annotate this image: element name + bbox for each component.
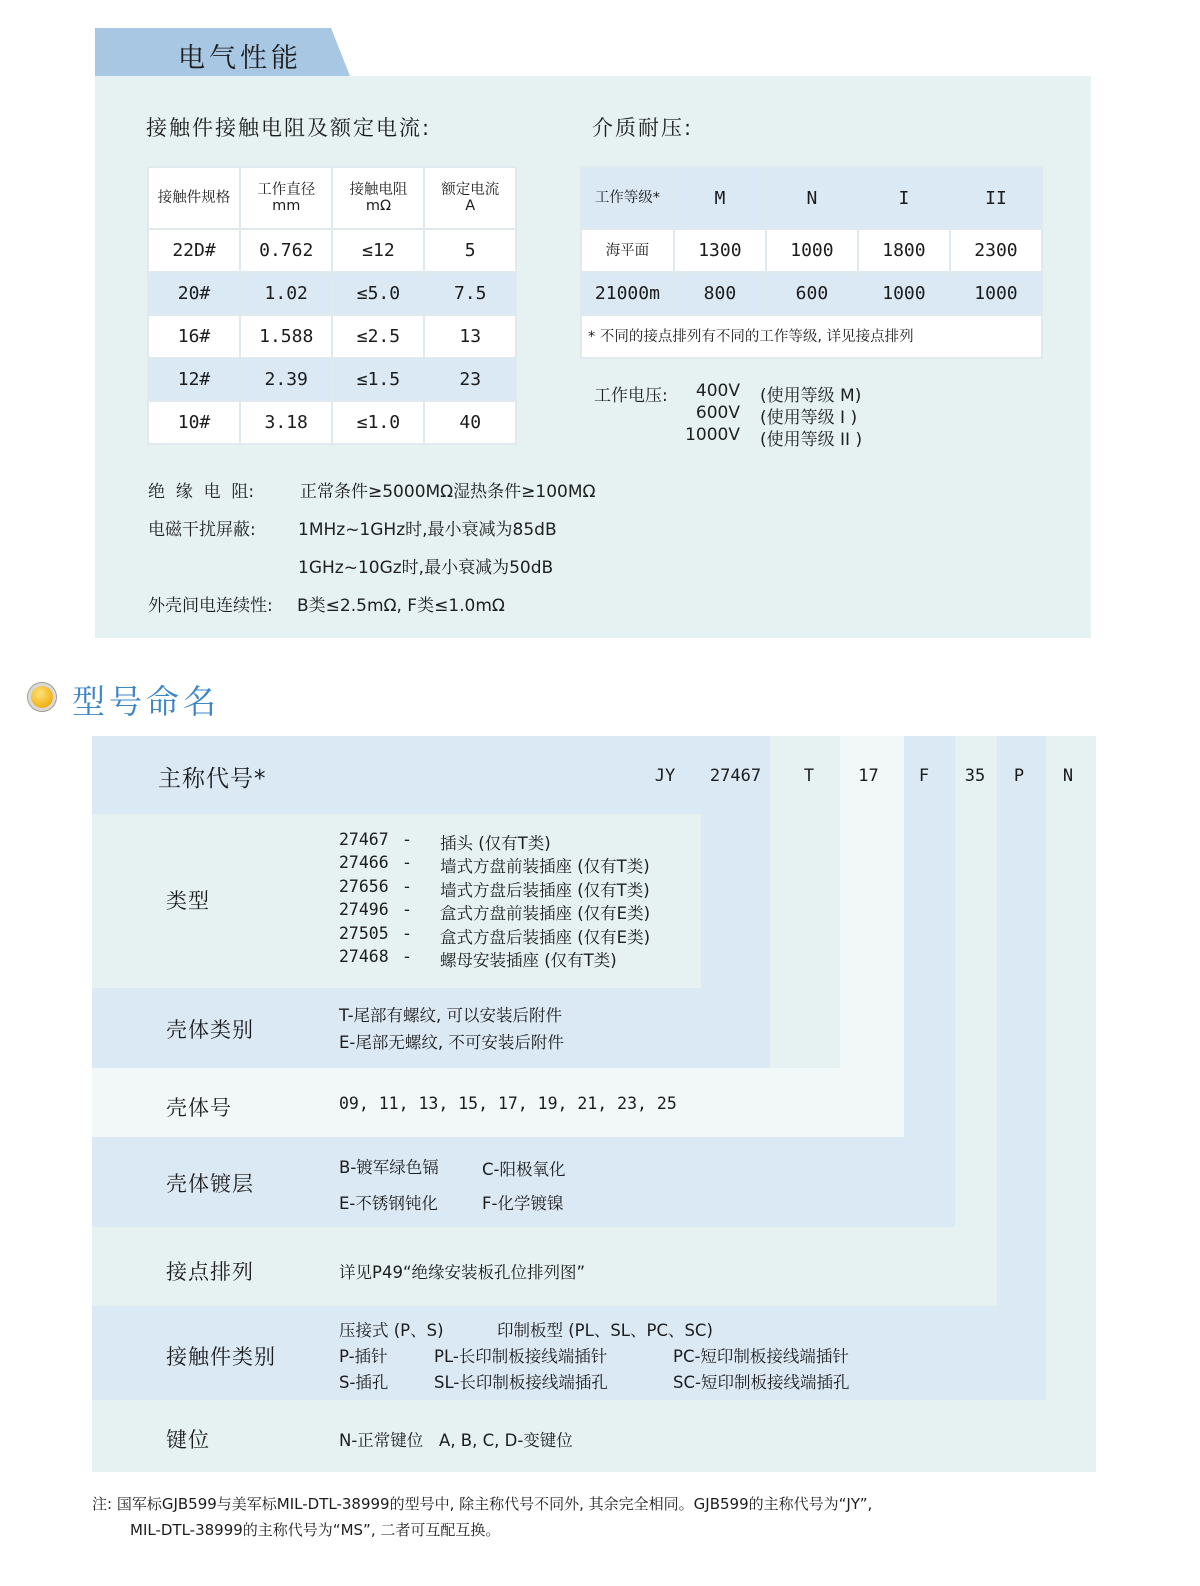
code-plating: F [918, 766, 930, 786]
shell-class-e: E-尾部无螺纹, 不可安装后附件 [339, 1033, 564, 1052]
table-cell: 12# [148, 358, 240, 401]
code-column [955, 736, 997, 1306]
type-desc: 盒式方盘后装插座 (仅有E类) [440, 928, 651, 947]
table-cell: 23 [424, 358, 516, 401]
table-cell: ≤5.0 [332, 272, 424, 315]
type-code: 27496 [339, 900, 389, 919]
type-desc: 墙式方盘后装插座 (仅有T类) [440, 881, 650, 900]
table-cell: 2300 [950, 229, 1042, 272]
continuity-value: B类≤2.5mΩ, F类≤1.0mΩ [297, 596, 505, 616]
table-cell: 3.18 [240, 401, 332, 444]
table-cell: 2.39 [240, 358, 332, 401]
contact-table [147, 166, 517, 445]
table-cell: 1000 [766, 229, 858, 272]
arrangement-label: 接点排列 [166, 1260, 254, 1284]
table-cell: 22D# [148, 229, 240, 272]
main-code-label: 主称代号* [158, 766, 267, 792]
table-cell: 20# [148, 272, 240, 315]
key-label: 键位 [166, 1428, 210, 1452]
contact-type-pcb: 印制板型 (PL、SL、PC、SC) [497, 1321, 713, 1340]
voltage-value: 600V [695, 403, 740, 423]
contact-type-crimp: 压接式 (P、S) [339, 1321, 444, 1340]
contact-type-s: S-插孔 [339, 1373, 389, 1392]
table-cell: 600 [766, 272, 858, 315]
table-cell: 800 [674, 272, 766, 315]
table-cell: 21000m [581, 272, 674, 315]
header-cell: II [950, 167, 1042, 229]
footnote-line-2: MIL-DTL-38999的主称代号为“MS”, 二者可互配互换。 [130, 1521, 501, 1539]
table-cell: 1000 [858, 272, 950, 315]
type-code: 27466 [339, 853, 389, 872]
header-cell: 工作等级* [581, 167, 674, 229]
table-cell: 1300 [674, 229, 766, 272]
code-shell-class: T [803, 766, 815, 786]
emi-value-1: 1MHz~1GHz时,最小衰减为85dB [298, 520, 557, 540]
type-sep: - [404, 947, 410, 966]
type-code: 27656 [339, 877, 389, 896]
table-cell: 40 [424, 401, 516, 444]
type-desc: 墙式方盘前装插座 (仅有T类) [440, 857, 650, 876]
contact-type-sl: SL-长印制板接线端插孔 [434, 1373, 608, 1392]
header-cell: 工作直径 mm [240, 167, 332, 229]
header-cell: 额定电流 A [424, 167, 516, 229]
continuity-label: 外壳间电连续性: [148, 596, 273, 616]
contact-type-pl: PL-长印制板接线端插针 [434, 1347, 608, 1366]
voltage-desc: (使用等级 M) [760, 386, 862, 406]
voltage-value: 1000V [685, 425, 740, 445]
header-cell: N [766, 167, 858, 229]
type-sep: - [404, 853, 410, 872]
plating-c: C-阳极氧化 [482, 1160, 566, 1179]
section-title-electrical: 电气性能 [178, 43, 302, 74]
shell-size-values: 09, 11, 13, 15, 17, 19, 21, 23, 25 [339, 1094, 677, 1113]
footnote-line-1: 注: 国军标GJB599与美军标MIL-DTL-38999的型号中, 除主称代号不同外, 其余完全相同。GJB599的主称代号为“JY”, [92, 1495, 873, 1513]
contact-type-label: 接触件类别 [166, 1345, 276, 1369]
shell-class-t: T-尾部有螺纹, 可以安装后附件 [339, 1006, 563, 1025]
table-cell: 10# [148, 401, 240, 444]
emi-value-2: 1GHz~10Gz时,最小衰减为50dB [298, 558, 554, 578]
type-code: 27467 [339, 830, 389, 849]
table-cell: ≤1.5 [332, 358, 424, 401]
table-cell: 1800 [858, 229, 950, 272]
code-column [904, 736, 955, 1227]
contact-type-p: P-插针 [339, 1347, 388, 1366]
code-type: 27467 [709, 766, 762, 786]
table-cell: 1000 [950, 272, 1042, 315]
plating-f: F-化学镀镍 [482, 1194, 564, 1213]
code-key: N [1062, 766, 1074, 786]
insulation-label: 绝 缘 电 阻: [148, 482, 255, 502]
type-desc: 插头 (仅有T类) [440, 834, 551, 853]
table-cell: 1.02 [240, 272, 332, 315]
code-column [997, 736, 1046, 1400]
dielectric-note: * 不同的接点排列有不同的工作等级, 详见接点排列 [581, 315, 1042, 358]
header-cell: M [674, 167, 766, 229]
shell-class-label: 壳体类别 [166, 1018, 254, 1042]
plating-e: E-不锈钢钝化 [339, 1194, 438, 1213]
type-sep: - [404, 924, 410, 943]
insulation-value: 正常条件≥5000MΩ湿热条件≥100MΩ [300, 482, 596, 502]
contact-type-pc: PC-短印制板接线端插针 [673, 1347, 849, 1366]
table-cell: 1.588 [240, 315, 332, 358]
bullet-icon [28, 683, 56, 711]
type-code: 27505 [339, 924, 389, 943]
table-cell: ≤12 [332, 229, 424, 272]
dielectric-table [580, 166, 1043, 359]
dielectric-heading: 介质耐压: [592, 116, 694, 140]
table-cell: 16# [148, 315, 240, 358]
voltage-value: 400V [695, 381, 740, 401]
type-sep: - [404, 900, 410, 919]
type-desc: 螺母安装插座 (仅有T类) [440, 951, 617, 970]
type-desc: 盒式方盘前装插座 (仅有E类) [440, 904, 651, 923]
table-cell: 0.762 [240, 229, 332, 272]
contact-type-sc: SC-短印制板接线端插孔 [673, 1373, 850, 1392]
type-sep: - [404, 830, 410, 849]
voltage-desc: (使用等级 II ) [760, 430, 863, 450]
emi-label: 电磁干扰屏蔽: [148, 520, 256, 540]
type-sep: - [404, 877, 410, 896]
code-shell-size: 17 [858, 766, 879, 786]
table-cell: ≤2.5 [332, 315, 424, 358]
header-cell: 接触电阻 mΩ [332, 167, 424, 229]
table-cell: 7.5 [424, 272, 516, 315]
table-cell: 海平面 [581, 229, 674, 272]
table-cell: ≤1.0 [332, 401, 424, 444]
code-contact-type: P [1013, 766, 1025, 786]
type-code: 27468 [339, 947, 389, 966]
arrangement-value: 详见P49“绝缘安装板孔位排列图” [339, 1263, 586, 1282]
plating-label: 壳体镀层 [166, 1172, 254, 1196]
table-cell: 5 [424, 229, 516, 272]
working-voltage-label: 工作电压: [594, 386, 668, 406]
header-cell: 接触件规格 [148, 167, 240, 229]
code-column [1046, 736, 1096, 1472]
contact-resistance-heading: 接触件接触电阻及额定电流: [146, 116, 432, 140]
key-value: N-正常键位 A, B, C, D-变键位 [339, 1431, 573, 1450]
plating-b: B-镀军绿色镉 [339, 1158, 439, 1177]
header-cell: I [858, 167, 950, 229]
code-arrangement: 35 [964, 766, 986, 786]
voltage-desc: (使用等级 I ) [760, 408, 858, 428]
section-title-naming: 型号命名 [72, 682, 220, 721]
code-column [840, 736, 904, 1137]
table-cell: 13 [424, 315, 516, 358]
type-label: 类型 [166, 889, 210, 913]
code-jy: JY [654, 766, 676, 786]
shell-size-label: 壳体号 [166, 1096, 232, 1120]
